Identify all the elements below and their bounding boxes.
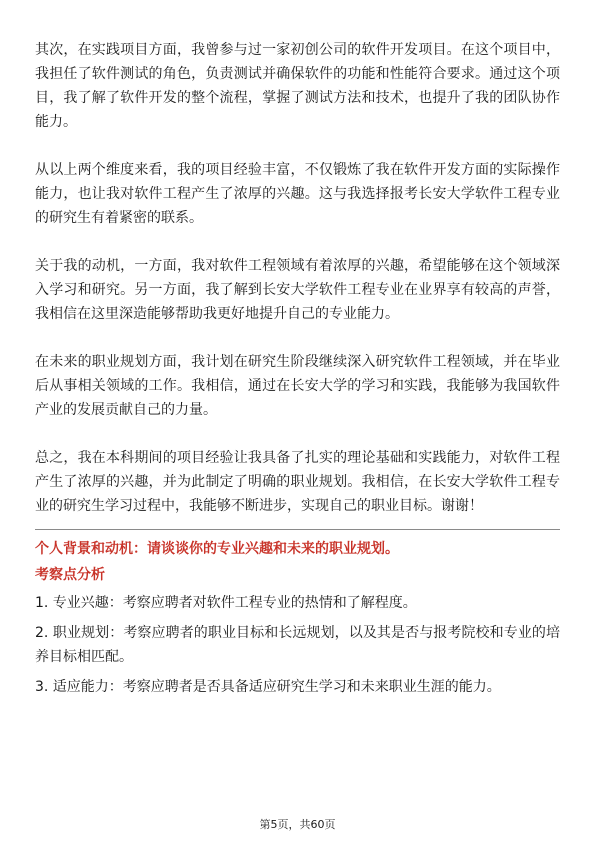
list-item: 3. 适应能力：考察应聘者是否具备适应研究生学习和未来职业生涯的能力。 [35, 679, 501, 695]
analysis-list [35, 591, 560, 699]
paragraph-motivation: 关于我的动机，一方面，我对软件工程领域有着浓厚的兴趣，希望能够在这个领域深入学习和研究。另一方面，我了解到长安大学软件工程专业在业界享有较高的声誉，我相信在这里深造能够帮助我更好地提升自己的专业能力。 [35, 258, 560, 322]
document-page [35, 38, 560, 705]
paragraph-practice-project: 其次，在实践项目方面，我曾参与过一家初创公司的软件开发项目。在这个项目中，我担任了软件测试的角色，负责测试并确保软件的功能和性能符合要求。通过这个项目，我了解了软件开发的整个流程，掌握了测试方法和技术，也提升了我的团队协作能力。 [35, 42, 560, 130]
paragraph-summary: 总之，我在本科期间的项目经验让我具备了扎实的理论基础和实践能力，对软件工程产生了浓厚的兴趣，并为此制定了明确的职业规划。我相信，在长安大学软件工程专业的研究生学习过程中，我能够不断进步，实现自己的职业目标。谢谢！ [35, 450, 560, 514]
page-number-footer: 第5页，共60页 [259, 818, 336, 831]
list-item: 2. 职业规划：考察应聘者的职业目标和长远规划，以及其是否与报考院校和专业的培养目标相匹配。 [35, 625, 560, 665]
paragraph-career-plan: 在未来的职业规划方面，我计划在研究生阶段继续深入研究软件工程领域，并在毕业后从事相关领域的工作。我相信，通过在长安大学的学习和实践，我能够为我国软件产业的发展贡献自己的力量。 [35, 354, 560, 418]
analysis-heading: 考察点分析 [35, 567, 105, 583]
interview-question: 个人背景和动机：请谈谈你的专业兴趣和未来的职业规划。 [35, 541, 399, 557]
list-item: 1. 专业兴趣：考察应聘者对软件工程专业的热情和了解程度。 [35, 595, 417, 611]
section-divider [35, 529, 560, 530]
paragraph-two-dimensions: 从以上两个维度来看，我的项目经验丰富，不仅锻炼了我在软件开发方面的实际操作能力，也让我对软件工程产生了浓厚的兴趣。这与我选择报考长安大学软件工程专业的研究生有着紧密的联系。 [35, 162, 560, 226]
